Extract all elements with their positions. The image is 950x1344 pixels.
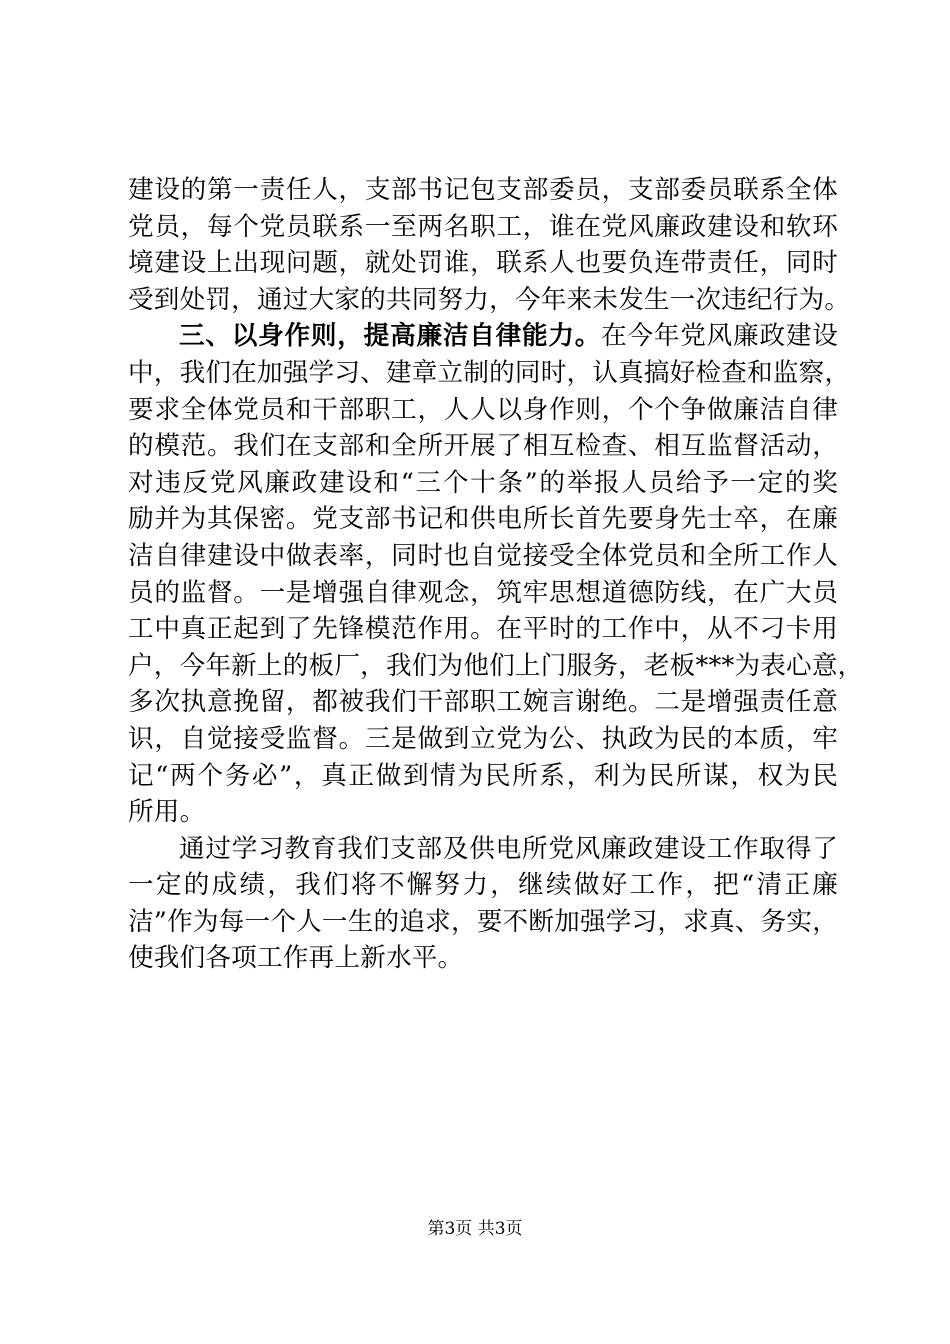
section-heading: 三、以身作则，提高廉洁自律能力。 — [179, 321, 602, 352]
text-line: 受到处罚，通过大家的共同努力，今年来未发生一次违纪行为。 — [128, 284, 851, 315]
paragraph-responsibility — [128, 172, 851, 318]
paragraph-conclusion — [128, 831, 838, 977]
text-line: 中，我们在加强学习、建章立制的同时，认真搞好检查和监察， — [128, 357, 851, 388]
text-line: 户，今年新上的板厂，我们为他们上门服务，老板***为表心意， — [128, 650, 864, 681]
text-line: 励并为其保密。党支部书记和供电所长首先要身先士卒，在廉 — [128, 504, 838, 535]
document-body — [128, 172, 864, 977]
text-line: 洁”作为每一个人一生的追求，要不断加强学习，求真、务实， — [128, 906, 838, 937]
text-line — [128, 318, 838, 355]
text-line: 一定的成绩，我们将不懈努力，继续做好工作，把“清正廉 — [128, 870, 838, 901]
text-line: 对违反党风廉政建设和“三个十条”的举报人员给予一定的奖 — [128, 467, 838, 498]
text-line: 多次执意挽留，都被我们干部职工婉言谢绝。二是增强责任意 — [128, 687, 838, 718]
text-line: 要求全体党员和干部职工，人人以身作则，个个争做廉洁自律 — [128, 394, 838, 425]
paragraph-self-discipline — [128, 318, 864, 830]
text-line: 的模范。我们在支部和全所开展了相互检查、相互监督活动， — [128, 431, 838, 462]
text-line: 境建设上出现问题，就处罚谁，联系人也要负连带责任，同时 — [128, 248, 838, 279]
text-line: 所用。 — [128, 797, 206, 828]
text-line: 洁自律建设中做表率，同时也自觉接受全体党员和全所工作人 — [128, 540, 838, 571]
text-line: 党员，每个党员联系一至两名职工，谁在党风廉政建设和软环 — [128, 211, 838, 242]
text-line: 通过学习教育我们支部及供电所党风廉政建设工作取得了 — [179, 833, 838, 864]
page-number-footer: 第3页 共3页 — [427, 1219, 523, 1239]
section-heading-continuation: 在今年党风廉政建设 — [601, 321, 838, 352]
text-line: 员的监督。一是增强自律观念，筑牢思想道德防线，在广大员 — [128, 577, 838, 608]
text-line: 建设的第一责任人，支部书记包支部委员，支部委员联系全体 — [128, 175, 838, 205]
text-line: 使我们各项工作再上新水平。 — [128, 943, 464, 974]
text-line: 识，自觉接受监督。三是做到立党为公、执政为民的本质，牢 — [128, 723, 838, 754]
text-line: 工中真正起到了先锋模范作用。在平时的工作中，从不刁卡用 — [128, 614, 838, 645]
text-line: 记“两个务必”，真正做到情为民所系，利为民所谋，权为民 — [128, 760, 838, 791]
